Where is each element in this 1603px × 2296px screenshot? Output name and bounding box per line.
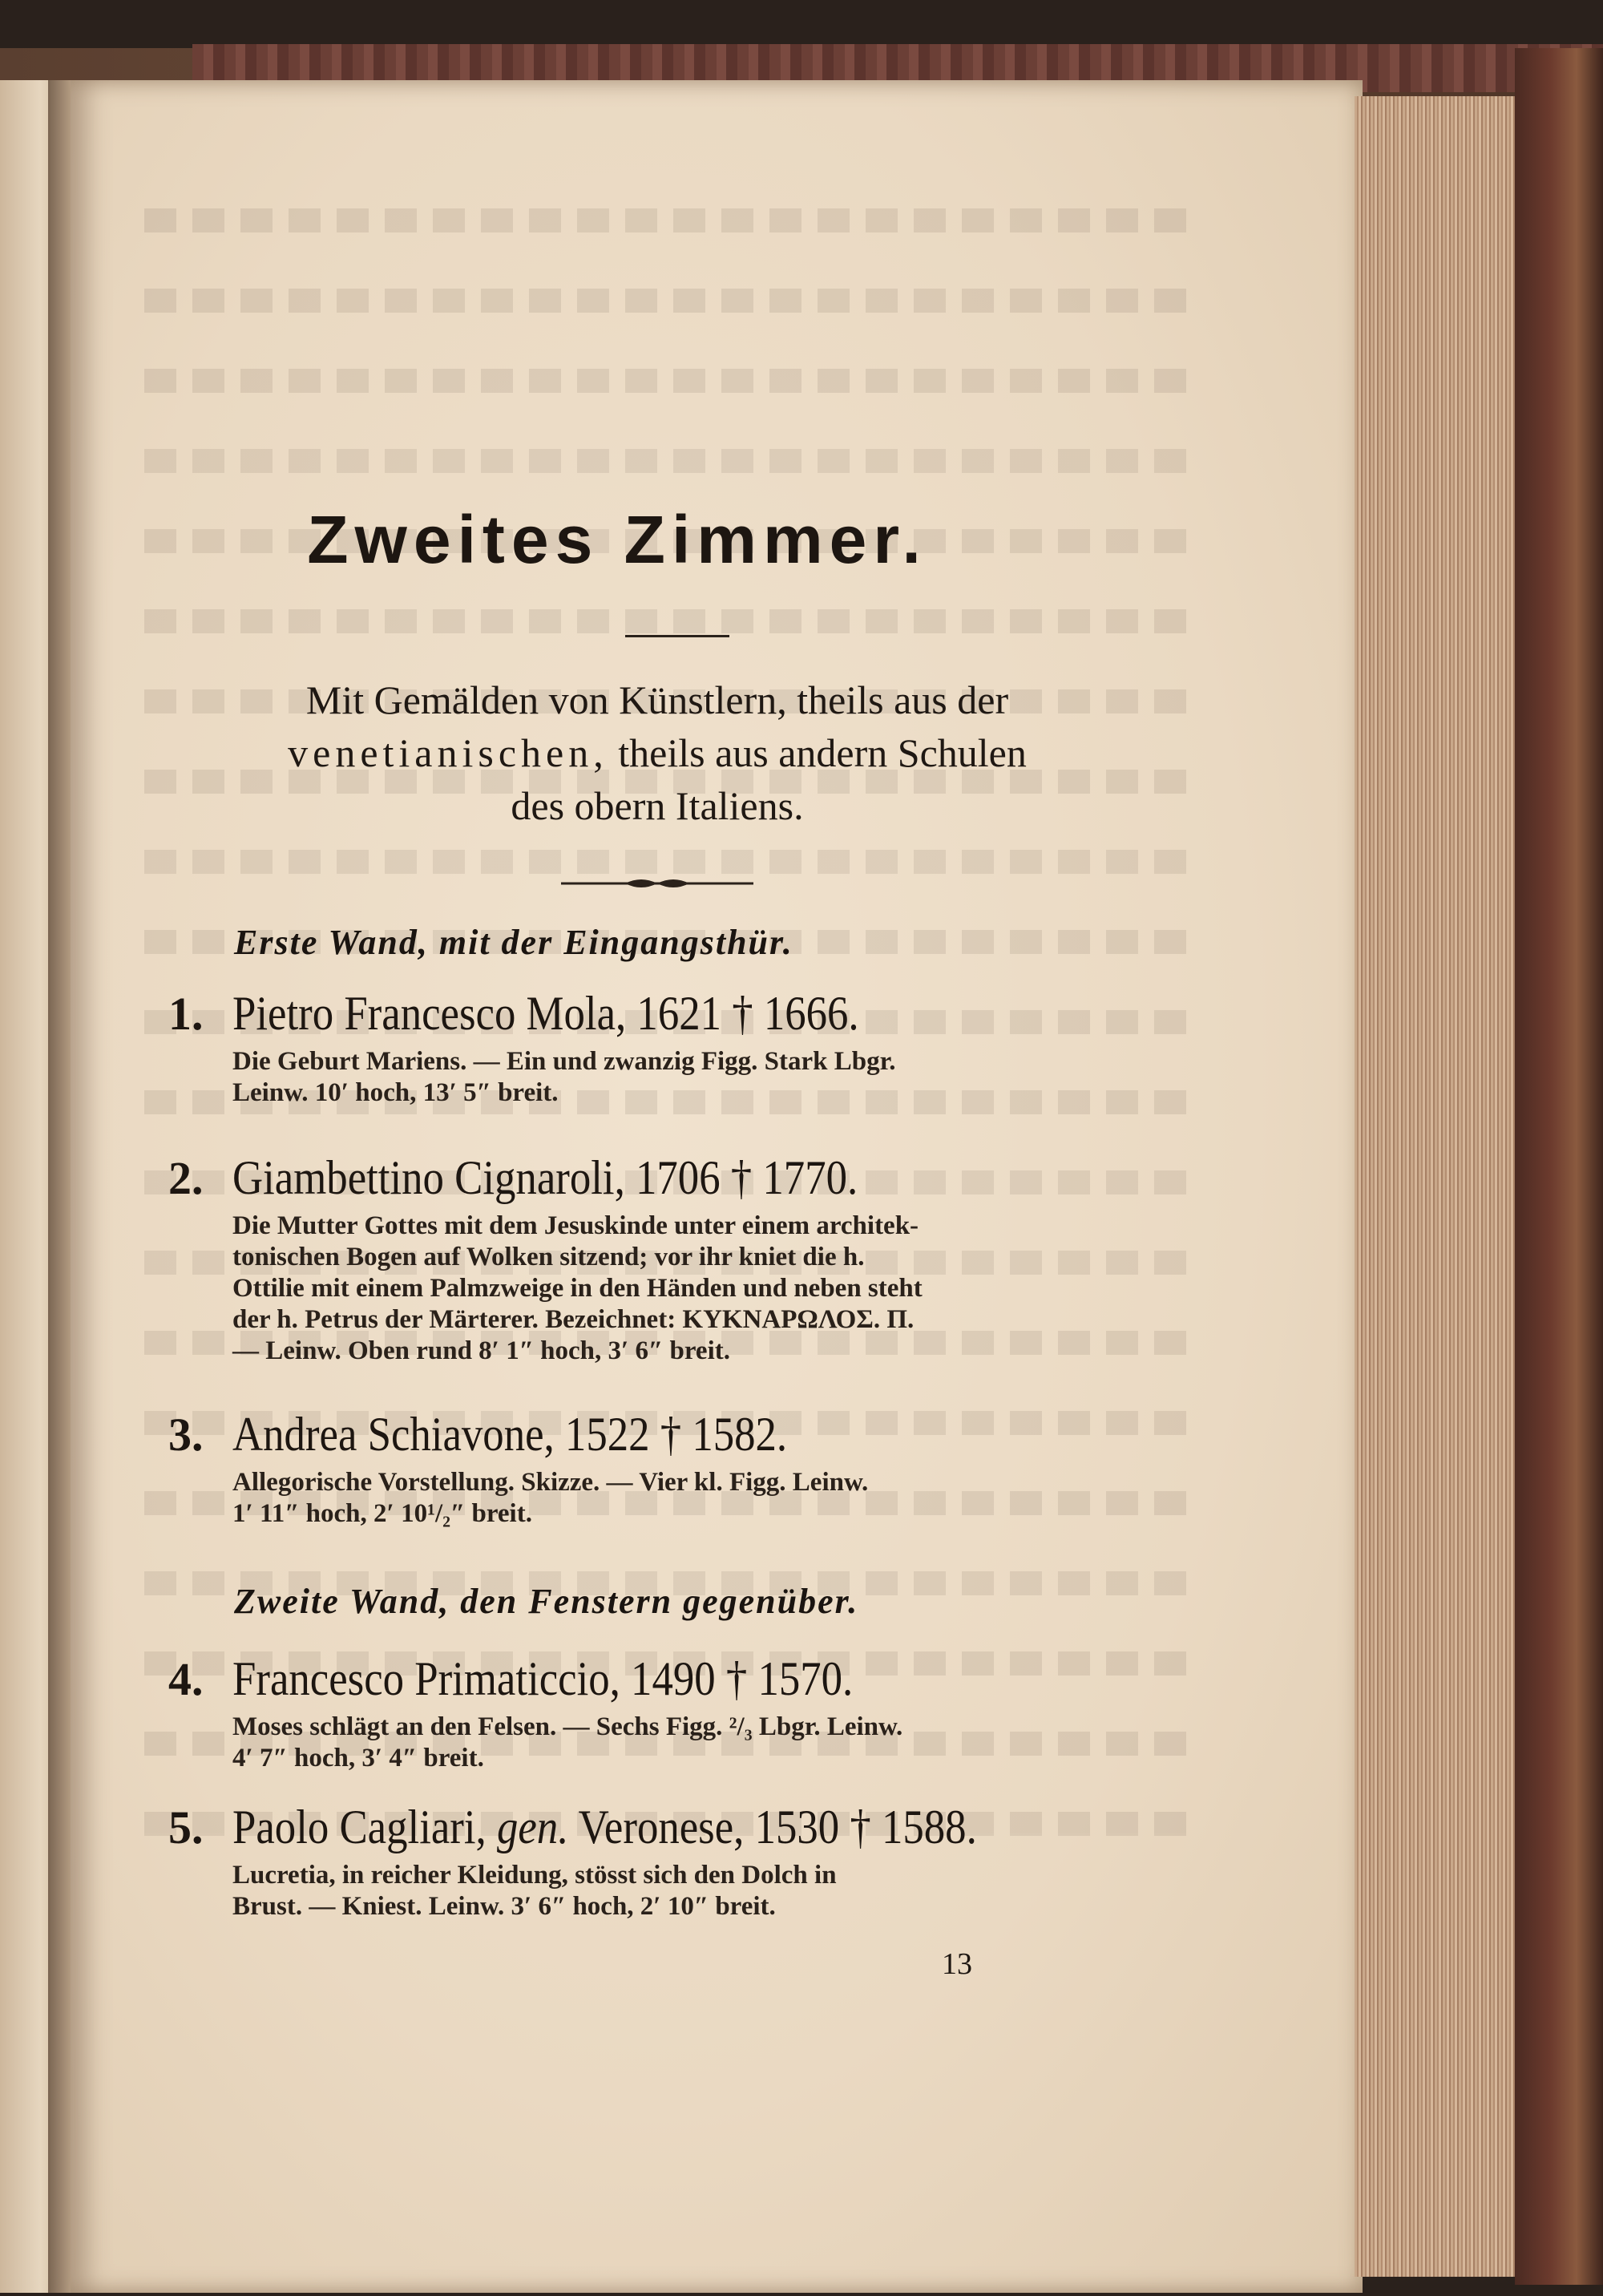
artist-dates: 1530 † 1588.: [744, 1801, 977, 1853]
artist-name: Francesco Primaticcio, 1490 † 1570.: [232, 1652, 854, 1705]
subtitle: [160, 673, 1154, 832]
entry-number: 1.: [168, 988, 204, 1040]
entry-number: 3.: [168, 1409, 204, 1461]
artist-dates: 1522 † 1582.: [554, 1408, 788, 1461]
subtitle-spaced-word: venetianischen,: [288, 730, 608, 775]
wall-heading-2: Zweite Wand, den Fenstern gegenüber.: [234, 1582, 859, 1621]
entry-description: Moses schlägt an den Felsen. — Sechs Figg. ²/₃ Lbgr. Leinw. 4′ 7″ hoch, 3′ 4″ breit.: [232, 1712, 903, 1773]
entry-number: 4.: [168, 1653, 204, 1705]
page-title: Zweites Zimmer.: [307, 502, 927, 577]
catalog-entry-4: [168, 1651, 1178, 1774]
entry-description: Die Geburt Mariens. — Ein und zwanzig Figg. Stark Lbgr. Leinw. 10′ hoch, 13′ 5″ breit.: [232, 1047, 896, 1107]
entry-description: Allegorische Vorstellung. Skizze. — Vier kl. Figg. Leinw. 1′ 11″ hoch, 2′ 10¹/₂″ breit.: [232, 1468, 869, 1528]
subtitle-line-1: Mit Gemälden von Künstlern, theils aus der: [305, 677, 1009, 722]
ornament-divider: [561, 874, 753, 893]
artist-dates: 1706 † 1770.: [624, 1151, 858, 1204]
artist-name: Andrea Schiavone, 1522 † 1582.: [232, 1408, 788, 1461]
artist-name: Pietro Francesco Mola, 1621 † 1666.: [232, 987, 859, 1040]
title-rule: [625, 635, 729, 637]
subtitle-line-3: des obern Italiens.: [511, 783, 804, 828]
artist-alias: Veronese,: [568, 1801, 745, 1853]
entry-number: 5.: [168, 1801, 204, 1853]
catalog-entry-5: [168, 1800, 1178, 1922]
artist-name: Giambettino Cignaroli, 1706 † 1770.: [232, 1151, 858, 1204]
entry-description: Lucretia, in reicher Kleidung, stösst sich den Dolch in Brust. — Kniest. Leinw. 3′ 6″ hoch, 2′ 10″ breit.: [232, 1861, 837, 1921]
subtitle-line-2-rest: theils aus andern Schulen: [608, 730, 1027, 775]
catalog-entry-2: [168, 1150, 1178, 1367]
catalog-entry-3: [168, 1407, 1178, 1530]
artist-alias-prefix: gen.: [486, 1801, 569, 1853]
artist-name: Paolo Cagliari, gen. Veronese, 1530 † 1588.: [232, 1801, 977, 1853]
subtitle-line-2: [160, 726, 1154, 779]
entry-description: Die Mutter Gottes mit dem Jesuskinde unter einem architek- tonischen Bogen auf Wolken sitzend; vor ihr kniet die h. Ottilie mit einem Palmzweige in den Händen und neben steht der h. Petrus der Märterer. Bezeichnet: ΚΥΚΝΑΡΩΛΟΣ. Π. — Leinw. Oben rund 8′ 1″ hoch, 3′ 6″ breit.: [232, 1211, 923, 1365]
catalog-entry-1: [168, 986, 1178, 1109]
entry-number: 2.: [168, 1152, 204, 1204]
artist-dates: 1490 † 1570.: [620, 1652, 854, 1705]
artist-dates: 1621 † 1666.: [626, 987, 859, 1040]
page-number: 13: [942, 1947, 972, 1981]
wall-heading-1: Erste Wand, mit der Eingangsthür.: [234, 923, 793, 962]
